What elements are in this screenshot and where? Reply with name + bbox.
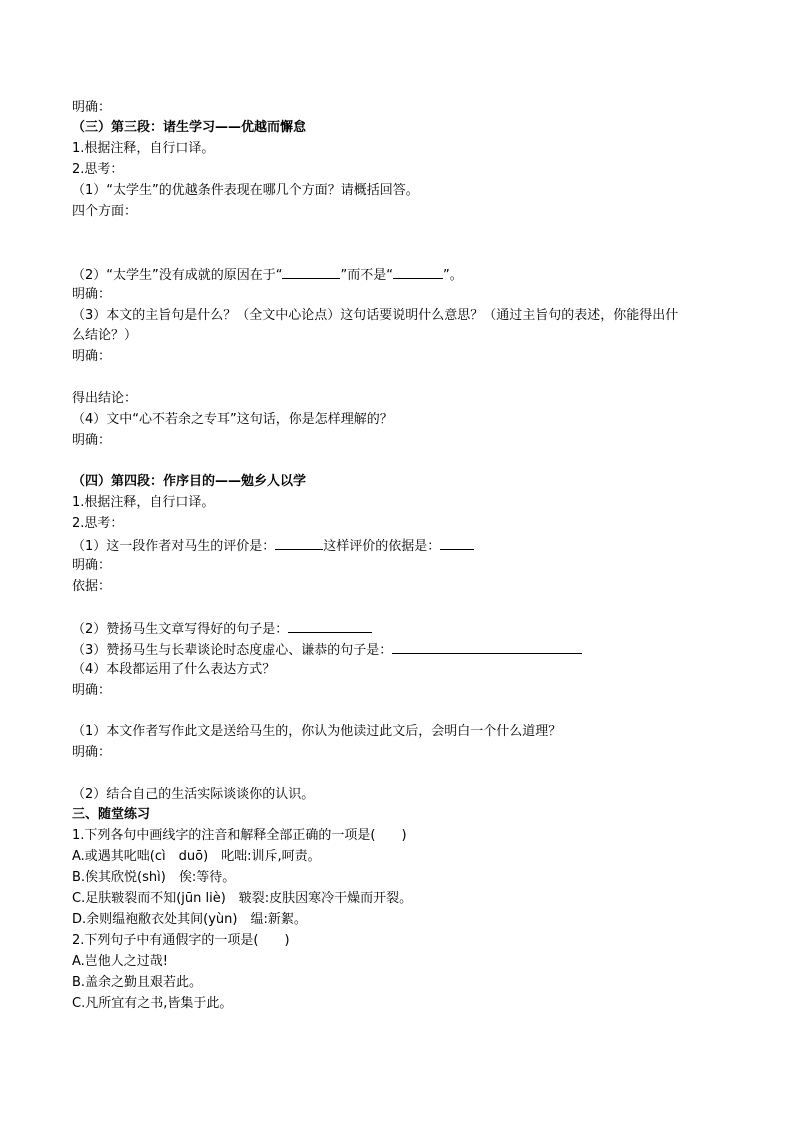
practice-question-2: 2.下列句子中有通假字的一项是( ) bbox=[72, 933, 290, 948]
option-d: D.余则缊袍敝衣处其间(yùn) 缊:新絮。 bbox=[72, 912, 307, 927]
option-c: C.凡所宜有之书,皆集于此。 bbox=[72, 996, 233, 1011]
question-4-1-part-a: （1）这一段作者对马生的评价是： bbox=[72, 539, 276, 554]
instruction-translate: 1.根据注释，自行口译。 bbox=[72, 495, 215, 510]
conclusion-label: 得出结论： bbox=[72, 391, 138, 406]
practice-question-1: 1.下列各句中画线字的注音和解释全部正确的一项是( ) bbox=[72, 828, 407, 843]
question-3-2-part-c: ”。 bbox=[442, 268, 463, 283]
question-4-2-text: （2）赞扬马生文章写得好的句子是： bbox=[72, 622, 289, 637]
answer-blank[interactable] bbox=[440, 535, 474, 550]
answer-blank[interactable] bbox=[393, 264, 443, 279]
option-a: A.岂他人之过哉! bbox=[72, 954, 169, 969]
answer-label: 明确： bbox=[72, 683, 112, 698]
answer-label: 明确： bbox=[72, 558, 112, 573]
option-b: B.盖余之勤且艰若此。 bbox=[72, 975, 203, 990]
question-4-2 bbox=[72, 618, 732, 640]
section-heading-practice: 三、随堂练习 bbox=[72, 807, 151, 822]
answer-label: 明确： bbox=[72, 100, 112, 115]
question-3-2 bbox=[72, 264, 732, 286]
question-4-1-part-b: 这样评价的依据是： bbox=[323, 539, 441, 554]
option-a: A.或遇其叱咄(cì duō) 叱咄:训斥,呵责。 bbox=[72, 849, 321, 864]
answer-blank[interactable] bbox=[392, 639, 582, 654]
answer-label: 明确： bbox=[72, 745, 112, 760]
think-label: 2.思考： bbox=[72, 162, 124, 177]
section-heading-paragraph-3: （三）第三段：诸生学习——优越而懈怠 bbox=[72, 120, 307, 135]
question-extension-2: （2）结合自己的生活实际谈谈你的认识。 bbox=[72, 787, 315, 802]
question-3-2-part-a: （2）“太学生”没有成就的原因在于“ bbox=[72, 268, 283, 283]
question-3-3: （3）本文的主旨句是什么？（全文中心论点）这句话要说明什么意思？（通过主旨句的表述，你能得出什 bbox=[72, 308, 679, 323]
answer-label: 明确： bbox=[72, 433, 112, 448]
answer-blank[interactable] bbox=[275, 535, 323, 550]
question-4-3 bbox=[72, 639, 732, 661]
answer-blank[interactable] bbox=[288, 618, 372, 633]
question-extension-1: （1）本文作者写作此文是送给马生的，你认为他读过此文后，会明白一个什么道理？ bbox=[72, 724, 562, 739]
answer-label: 明确： bbox=[72, 349, 112, 364]
section-heading-paragraph-4: （四）第四段：作序目的——勉乡人以学 bbox=[72, 474, 307, 489]
question-3-3-continued: 么结论？） bbox=[72, 328, 138, 343]
question-4-3-text: （3）赞扬马生与长辈谈论时态度虚心、谦恭的句子是： bbox=[72, 643, 393, 658]
question-3-4: （4）文中“心不若余之专耳”这句话，你是怎样理解的？ bbox=[72, 412, 393, 427]
think-label: 2.思考： bbox=[72, 516, 124, 531]
four-aspects-label: 四个方面： bbox=[72, 204, 138, 219]
answer-label: 明确： bbox=[72, 287, 112, 302]
basis-label: 依据： bbox=[72, 579, 112, 594]
answer-blank[interactable] bbox=[282, 264, 340, 279]
question-4-4: （4）本段都运用了什么表达方式？ bbox=[72, 662, 276, 677]
option-b: B.俟其欣悦(shì) 俟:等待。 bbox=[72, 870, 236, 885]
instruction-translate: 1.根据注释，自行口译。 bbox=[72, 141, 215, 156]
question-3-1: （1）“太学生”的优越条件表现在哪几个方面？请概括回答。 bbox=[72, 183, 419, 198]
question-4-1 bbox=[72, 535, 732, 557]
question-3-2-part-b: ”而不是“ bbox=[340, 268, 393, 283]
option-c: C.足肤皲裂而不知(jūn liè) 皲裂:皮肤因寒冷干燥而开裂。 bbox=[72, 891, 413, 906]
